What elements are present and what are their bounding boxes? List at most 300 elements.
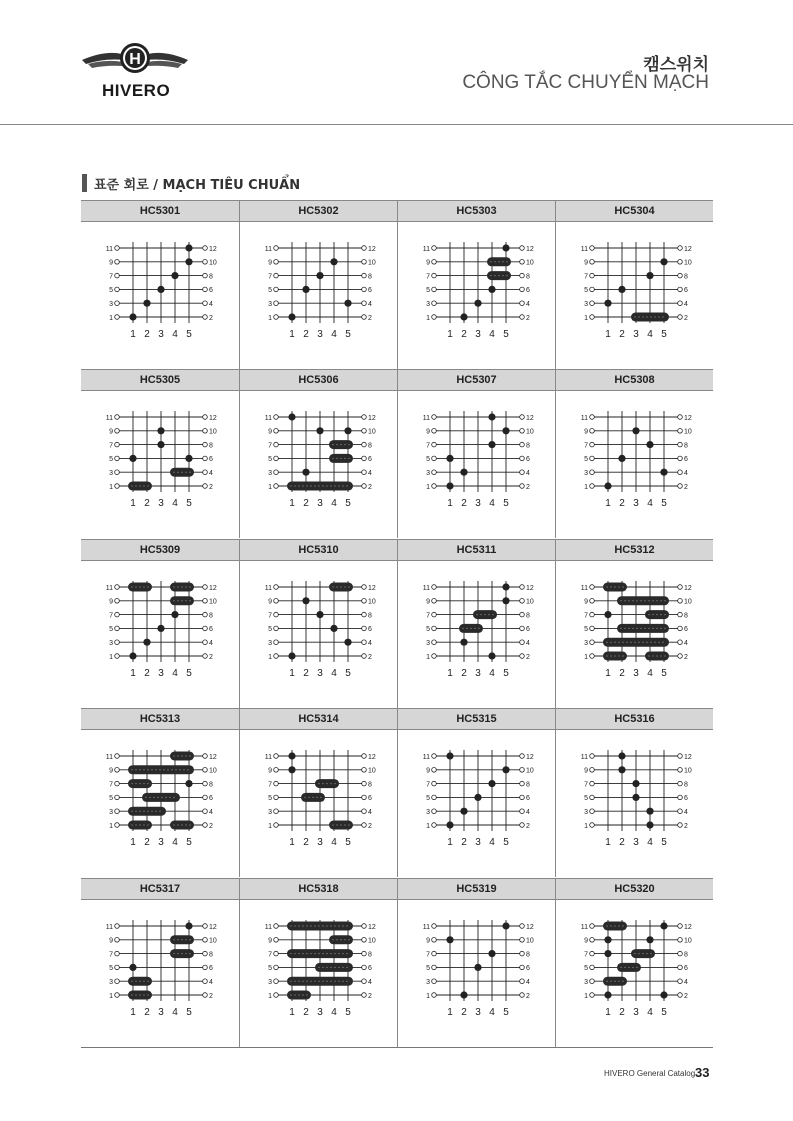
terminal-label-right: 10: [209, 259, 217, 267]
terminal-label-right: 12: [368, 245, 376, 253]
position-label: 4: [647, 837, 653, 849]
contact-dot: [460, 991, 467, 998]
terminal-right: [678, 626, 683, 631]
contact-dot: [288, 766, 295, 773]
terminal-right: [678, 443, 683, 448]
terminal-left: [115, 768, 120, 773]
position-label: 2: [144, 1006, 150, 1018]
terminal-label-left: 11: [422, 245, 430, 253]
contact-dot: [129, 652, 136, 659]
contact-dot: [302, 286, 309, 293]
circuit-cell: [555, 708, 713, 877]
terminal-left: [115, 951, 120, 956]
position-label: 3: [317, 837, 323, 849]
terminal-right: [678, 754, 683, 759]
terminal-left: [590, 640, 595, 645]
position-label: 3: [633, 667, 639, 679]
terminal-label-left: 1: [268, 484, 272, 492]
terminal-right: [678, 429, 683, 434]
position-label: 2: [461, 329, 467, 340]
position-label: 2: [461, 667, 467, 679]
terminal-label-left: 5: [584, 795, 588, 803]
terminal-left: [274, 653, 279, 658]
terminal-label-right: 2: [209, 314, 213, 322]
terminal-right: [678, 978, 683, 983]
terminal-left: [274, 484, 279, 489]
terminal-label-left: 9: [584, 259, 588, 267]
position-label: 1: [289, 667, 295, 679]
terminal-label-right: 8: [684, 612, 688, 620]
terminal-right: [203, 653, 208, 658]
contact-dot: [171, 272, 178, 279]
circuit-diagram: [556, 224, 714, 364]
contact-dot: [474, 300, 481, 307]
terminal-left: [115, 795, 120, 800]
terminal-right: [678, 795, 683, 800]
terminal-left: [274, 301, 279, 306]
terminal-label-left: 1: [584, 653, 588, 661]
position-label: 1: [130, 667, 136, 679]
terminal-label-left: 7: [426, 273, 430, 281]
terminal-label-right: 4: [368, 639, 372, 647]
terminal-right: [362, 301, 367, 306]
circuit-cell: [397, 539, 555, 708]
terminal-left: [274, 246, 279, 251]
circuit-cell: [397, 369, 555, 538]
circuit-cell: [81, 878, 239, 1047]
terminal-label-left: 1: [268, 314, 272, 322]
terminal-label-right: 12: [684, 584, 692, 592]
circuit-code: HC5304: [556, 200, 713, 222]
terminal-left: [590, 965, 595, 970]
terminal-label-left: 5: [426, 287, 430, 295]
terminal-label-right: 4: [209, 301, 213, 308]
position-label: 3: [317, 1006, 323, 1018]
circuit-cell: [81, 539, 239, 708]
terminal-label-right: 8: [209, 273, 213, 281]
position-label: 3: [633, 498, 639, 510]
circuit-code: HC5311: [398, 539, 555, 561]
terminal-right: [203, 781, 208, 786]
terminal-label-left: 3: [109, 301, 113, 308]
contact-dot: [344, 638, 351, 645]
terminal-label-right: 10: [526, 767, 534, 775]
terminal-label-left: 3: [109, 978, 113, 986]
terminal-right: [678, 584, 683, 589]
terminal-label-right: 2: [209, 484, 213, 492]
terminal-right: [362, 823, 367, 828]
terminal-label-left: 1: [426, 653, 430, 661]
terminal-right: [678, 823, 683, 828]
terminal-left: [115, 273, 120, 278]
terminal-right: [362, 260, 367, 265]
circuit-code: HC5315: [398, 708, 555, 730]
terminal-label-left: 7: [109, 612, 113, 620]
terminal-label-left: 9: [268, 259, 272, 267]
terminal-right: [520, 626, 525, 631]
contact-dot: [618, 286, 625, 293]
terminal-label-right: 6: [209, 795, 213, 803]
position-label: 1: [130, 1006, 136, 1018]
terminal-right: [203, 612, 208, 617]
terminal-right: [520, 612, 525, 617]
terminal-left: [590, 260, 595, 265]
terminal-left: [432, 598, 437, 603]
terminal-left: [274, 315, 279, 320]
terminal-left: [432, 653, 437, 658]
terminal-left: [432, 937, 437, 942]
terminal-right: [678, 640, 683, 645]
terminal-label-left: 7: [426, 442, 430, 450]
position-label: 3: [633, 1006, 639, 1018]
contact-dot: [446, 822, 453, 829]
terminal-label-right: 8: [368, 950, 372, 958]
position-label: 5: [503, 329, 509, 340]
position-label: 5: [345, 837, 351, 849]
circuit-diagram: [556, 563, 714, 703]
contact-dot: [460, 638, 467, 645]
position-label: 3: [475, 329, 481, 340]
terminal-left: [432, 429, 437, 434]
terminal-label-left: 7: [426, 781, 430, 789]
position-label: 5: [186, 837, 192, 849]
terminal-right: [678, 809, 683, 814]
terminal-label-left: 3: [268, 470, 272, 478]
terminal-label-left: 1: [268, 992, 272, 1000]
terminal-left: [274, 754, 279, 759]
position-label: 1: [447, 329, 453, 340]
contact-dot: [604, 300, 611, 307]
terminal-label-right: 10: [209, 598, 217, 606]
terminal-label-left: 11: [580, 584, 588, 592]
terminal-right: [520, 781, 525, 786]
position-label: 2: [303, 837, 309, 849]
brand-name: HIVERO: [102, 81, 171, 100]
terminal-label-left: 1: [426, 992, 430, 1000]
terminal-label-left: 5: [109, 795, 113, 803]
circuit-cell: [239, 369, 397, 538]
terminal-label-right: 4: [526, 470, 530, 478]
terminal-left: [115, 823, 120, 828]
circuit-code: HC5302: [240, 200, 397, 222]
position-label: 4: [489, 667, 495, 679]
terminal-label-right: 8: [209, 950, 213, 958]
terminal-right: [203, 965, 208, 970]
terminal-label-left: 7: [109, 950, 113, 958]
terminal-left: [274, 937, 279, 942]
terminal-right: [203, 456, 208, 461]
section-title-text: 표준 회로 / MẠCH TIÊU CHUẨN: [94, 177, 301, 193]
terminal-label-left: 5: [268, 625, 272, 633]
position-label: 4: [489, 498, 495, 510]
terminal-label-left: 3: [109, 470, 113, 478]
terminal-label-right: 8: [526, 612, 530, 620]
terminal-left: [590, 443, 595, 448]
terminal-right: [678, 612, 683, 617]
position-label: 1: [289, 1006, 295, 1018]
terminal-left: [115, 301, 120, 306]
contact-dot: [646, 808, 653, 815]
terminal-right: [678, 415, 683, 420]
terminal-right: [362, 754, 367, 759]
terminal-label-right: 6: [684, 625, 688, 633]
terminal-left: [274, 470, 279, 475]
terminal-left: [274, 923, 279, 928]
circuit-diagram: [398, 732, 556, 872]
contact-dot: [604, 483, 611, 490]
terminal-label-right: 8: [209, 442, 213, 450]
position-label: 3: [158, 329, 164, 340]
position-label: 1: [289, 329, 295, 340]
terminal-label-right: 2: [526, 653, 530, 661]
terminal-label-right: 8: [368, 273, 372, 281]
page-header: [0, 0, 793, 125]
terminal-label-left: 1: [109, 484, 113, 492]
circuit-code: HC5320: [556, 878, 713, 900]
terminal-left: [432, 781, 437, 786]
terminal-label-left: 7: [109, 442, 113, 450]
terminal-label-right: 6: [209, 625, 213, 633]
contact-dot: [618, 753, 625, 760]
terminal-label-left: 7: [584, 950, 588, 958]
position-label: 5: [661, 837, 667, 849]
terminal-label-right: 2: [684, 314, 688, 322]
terminal-label-left: 5: [268, 287, 272, 295]
terminal-label-right: 6: [684, 287, 688, 295]
terminal-left: [115, 287, 120, 292]
position-label: 5: [345, 498, 351, 510]
terminal-label-right: 12: [526, 753, 534, 761]
terminal-right: [362, 456, 367, 461]
terminal-label-left: 1: [109, 653, 113, 661]
terminal-right: [520, 937, 525, 942]
contact-dot: [632, 428, 639, 435]
circuit-diagram: [398, 224, 556, 364]
terminal-label-right: 2: [368, 822, 372, 830]
terminal-label-right: 2: [526, 822, 530, 830]
terminal-label-right: 8: [526, 950, 530, 958]
terminal-right: [362, 809, 367, 814]
page-title-korean: 캠스위치: [643, 55, 709, 75]
terminal-right: [203, 415, 208, 420]
terminal-label-left: 3: [426, 639, 430, 647]
terminal-label-right: 6: [526, 964, 530, 972]
terminal-left: [115, 429, 120, 434]
terminal-label-left: 7: [584, 612, 588, 620]
position-label: 4: [172, 667, 178, 679]
position-label: 3: [317, 498, 323, 510]
contact-dot: [604, 936, 611, 943]
contact-dot: [502, 922, 509, 929]
contact-dot: [316, 611, 323, 618]
terminal-left: [115, 653, 120, 658]
terminal-label-left: 1: [584, 822, 588, 830]
terminal-left: [590, 823, 595, 828]
terminal-left: [590, 781, 595, 786]
terminal-label-right: 8: [368, 442, 372, 450]
position-label: 3: [158, 498, 164, 510]
terminal-label-right: 4: [526, 809, 530, 817]
svg-text:H: H: [129, 51, 141, 68]
terminal-right: [362, 768, 367, 773]
contact-dot: [143, 638, 150, 645]
contact-dot: [632, 794, 639, 801]
terminal-left: [274, 415, 279, 420]
contact-dot: [316, 428, 323, 435]
position-label: 2: [619, 667, 625, 679]
terminal-right: [520, 470, 525, 475]
contact-dot: [488, 441, 495, 448]
terminal-right: [520, 484, 525, 489]
terminal-label-right: 12: [684, 753, 692, 761]
terminal-left: [590, 456, 595, 461]
terminal-label-right: 6: [209, 456, 213, 464]
circuit-cell: [397, 200, 555, 369]
terminal-left: [432, 626, 437, 631]
terminal-label-left: 5: [109, 625, 113, 633]
position-label: 3: [158, 837, 164, 849]
position-label: 5: [186, 1006, 192, 1018]
terminal-label-right: 10: [526, 598, 534, 606]
terminal-label-left: 3: [584, 470, 588, 478]
position-label: 1: [605, 329, 611, 340]
terminal-label-left: 5: [109, 456, 113, 464]
circuit-code: HC5306: [240, 369, 397, 391]
terminal-label-left: 5: [584, 625, 588, 633]
position-label: 5: [661, 498, 667, 510]
terminal-label-right: 6: [368, 287, 372, 295]
circuit-diagram: [398, 563, 556, 703]
contact-dot: [474, 794, 481, 801]
terminal-label-right: 12: [684, 415, 692, 423]
terminal-label-left: 11: [105, 415, 113, 423]
terminal-right: [520, 287, 525, 292]
position-label: 4: [331, 667, 337, 679]
contact-dot: [646, 936, 653, 943]
circuit-code: HC5317: [81, 878, 239, 900]
terminal-label-right: 4: [684, 639, 688, 647]
terminal-label-right: 4: [368, 470, 372, 478]
contact-dot: [446, 936, 453, 943]
circuit-cell: [555, 200, 713, 369]
circuit-diagram: [81, 563, 239, 703]
terminal-label-right: 2: [209, 992, 213, 1000]
terminal-left: [115, 484, 120, 489]
terminal-label-left: 9: [426, 937, 430, 945]
contact-dot: [288, 652, 295, 659]
terminal-right: [678, 456, 683, 461]
contact-dot: [185, 455, 192, 462]
position-label: 3: [475, 498, 481, 510]
terminal-label-left: 1: [109, 822, 113, 830]
circuit-code: HC5314: [240, 708, 397, 730]
position-label: 4: [331, 498, 337, 510]
terminal-label-right: 10: [684, 259, 692, 267]
terminal-right: [362, 992, 367, 997]
terminal-right: [520, 598, 525, 603]
terminal-label-left: 9: [584, 937, 588, 945]
footer-catalog: HIVERO General Catalog: [604, 1069, 696, 1078]
terminal-label-right: 2: [684, 653, 688, 661]
terminal-label-right: 4: [684, 809, 688, 817]
terminal-label-left: 7: [268, 273, 272, 281]
position-label: 5: [503, 1006, 509, 1018]
terminal-label-right: 4: [684, 301, 688, 308]
terminal-label-right: 8: [684, 950, 688, 958]
terminal-label-right: 2: [368, 992, 372, 1000]
contact-dot: [330, 258, 337, 265]
terminal-label-right: 10: [684, 937, 692, 945]
position-label: 3: [158, 1006, 164, 1018]
terminal-right: [203, 443, 208, 448]
terminal-label-left: 7: [584, 781, 588, 789]
position-label: 5: [503, 667, 509, 679]
terminal-label-left: 1: [584, 484, 588, 492]
terminal-right: [203, 640, 208, 645]
terminal-right: [362, 598, 367, 603]
terminal-label-left: 9: [584, 767, 588, 775]
terminal-right: [520, 653, 525, 658]
terminal-label-left: 11: [105, 245, 113, 253]
contact-dot: [660, 922, 667, 929]
contact-dot: [474, 963, 481, 970]
position-label: 1: [130, 498, 136, 510]
terminal-left: [115, 640, 120, 645]
terminal-label-left: 11: [422, 584, 430, 592]
position-label: 2: [461, 1006, 467, 1018]
terminal-right: [678, 470, 683, 475]
terminal-left: [432, 965, 437, 970]
terminal-label-left: 7: [584, 273, 588, 281]
terminal-left: [274, 965, 279, 970]
terminal-left: [590, 795, 595, 800]
terminal-right: [203, 937, 208, 942]
contact-dot: [344, 300, 351, 307]
terminal-right: [203, 978, 208, 983]
terminal-label-right: 2: [526, 992, 530, 1000]
position-label: 3: [317, 329, 323, 340]
position-label: 5: [345, 1006, 351, 1018]
terminal-right: [203, 809, 208, 814]
terminal-label-right: 8: [368, 781, 372, 789]
terminal-label-right: 4: [368, 301, 372, 308]
terminal-left: [115, 246, 120, 251]
page-number: 33: [695, 1065, 710, 1080]
terminal-label-right: 4: [209, 470, 213, 478]
terminal-left: [274, 273, 279, 278]
terminal-label-left: 1: [584, 992, 588, 1000]
contact-dot: [302, 597, 309, 604]
contact-dot: [302, 469, 309, 476]
terminal-label-left: 3: [584, 978, 588, 986]
terminal-label-right: 10: [209, 428, 217, 436]
position-label: 5: [661, 1006, 667, 1018]
position-label: 4: [489, 837, 495, 849]
terminal-label-right: 4: [209, 639, 213, 647]
terminal-left: [115, 978, 120, 983]
terminal-label-left: 11: [264, 753, 272, 761]
contact-dot: [604, 950, 611, 957]
position-label: 1: [605, 498, 611, 510]
position-label: 3: [633, 837, 639, 849]
terminal-left: [432, 923, 437, 928]
terminal-right: [362, 795, 367, 800]
terminal-left: [432, 443, 437, 448]
circuit-diagram: [398, 902, 556, 1042]
terminal-left: [432, 415, 437, 420]
terminal-left: [115, 315, 120, 320]
position-label: 2: [303, 329, 309, 340]
